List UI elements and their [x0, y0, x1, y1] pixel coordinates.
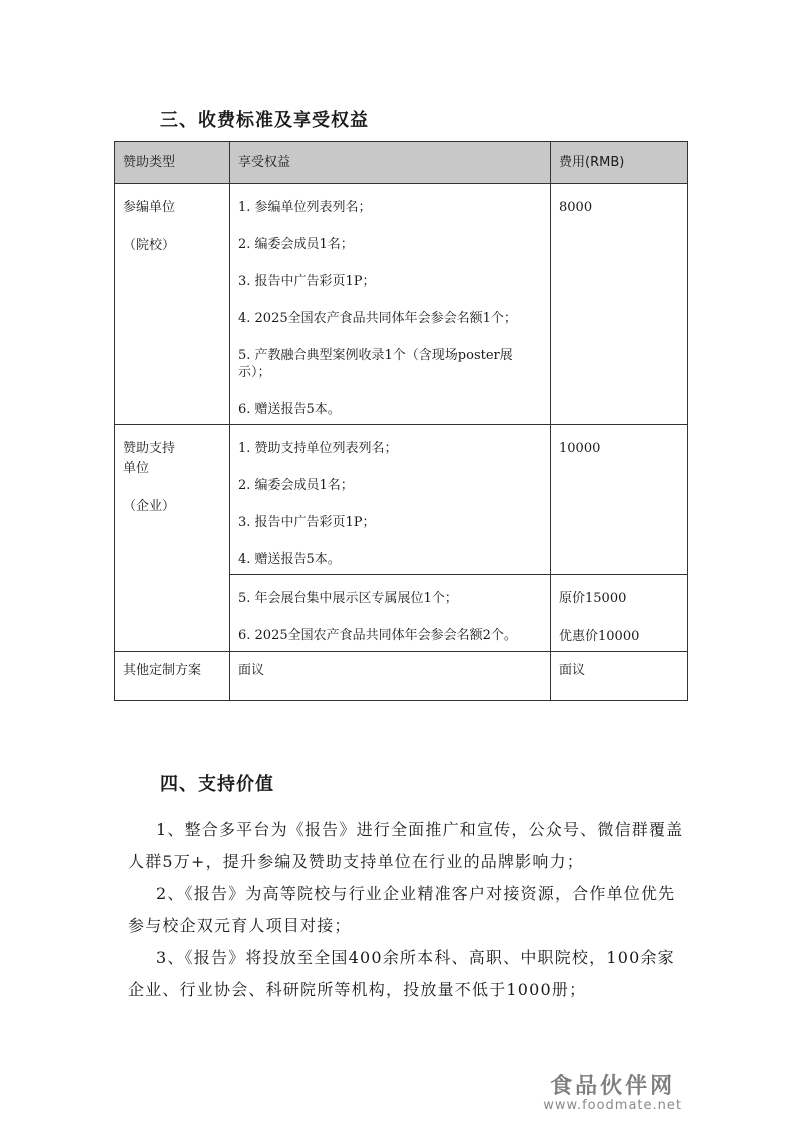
- benefit-item: 6. 2025全国农产食品共同体年会参会名额2个。: [238, 628, 517, 643]
- fee-value: 10000: [559, 441, 601, 456]
- cell-type-school: [115, 184, 230, 425]
- benefit-item: 2. 编委会成员1名；: [238, 478, 354, 493]
- watermark-name: 食品伙伴网: [550, 1074, 676, 1099]
- benefit-item: 2. 编委会成员1名；: [238, 237, 354, 252]
- cell-benefits-enterprise: [230, 425, 551, 575]
- cell-benefits-custom: [230, 652, 551, 701]
- value-paragraph-2: 2、《报告》为高等院校与行业企业精准客户对接资源，合作单位优先参与校企双元育人项目对接；: [128, 884, 676, 935]
- type-sublabel: （企业）: [123, 499, 176, 514]
- table-row-enterprise: [115, 425, 688, 575]
- type-label: 参编单位: [123, 200, 176, 215]
- cell-fee-school: [551, 184, 688, 425]
- type-label-cont: 单位: [123, 461, 150, 476]
- table-row-school: [115, 184, 688, 425]
- type-label: 其他定制方案: [123, 663, 202, 678]
- cell-type-enterprise: [115, 425, 230, 652]
- header-benefits: 享受权益: [230, 142, 551, 184]
- value-paragraph-1: 1、整合多平台为《报告》进行全面推广和宣传，公众号、微信群覆盖人群5万+，提升参编及赞助支持单位在行业的品牌影响力；: [128, 820, 684, 871]
- benefit-item: 3. 报告中广告彩页1P；: [238, 274, 376, 289]
- type-sublabel: （院校）: [123, 238, 176, 253]
- fee-original-price: 原价15000: [559, 591, 627, 606]
- watermark: [543, 1069, 682, 1113]
- cell-fee-custom: [551, 652, 688, 701]
- cell-benefits-school: [230, 184, 551, 425]
- benefit-item: 4. 2025全国农产食品共同体年会参会名额1个；: [238, 311, 517, 326]
- benefit-item: 5. 年会展台集中展示区专属展位1个；: [238, 591, 458, 606]
- section-heading-value: 四、支持价值: [160, 774, 274, 795]
- benefit-item: 1. 赞助支持单位列表列名；: [238, 441, 398, 456]
- benefit-item: 1. 参编单位列表列名；: [238, 200, 372, 215]
- value-paragraph-3: 3、《报告》将投放至全国400余所本科、高职、中职院校，100余家企业、行业协会、科研院所等机构，投放量不低于1000册；: [128, 948, 675, 999]
- table-row-custom: [115, 652, 688, 701]
- fee-discount-price: 优惠价10000: [559, 629, 640, 644]
- benefit-item: 3. 报告中广告彩页1P；: [238, 515, 376, 530]
- fee-value: 面议: [559, 663, 586, 678]
- section-heading-fees: 三、收费标准及享受权益: [160, 110, 369, 131]
- benefit-item: 4. 赠送报告5本。: [238, 552, 341, 567]
- benefit-item: 6. 赠送报告5本。: [238, 402, 341, 417]
- benefit-item: 面议: [238, 663, 265, 678]
- cell-type-custom: [115, 652, 230, 701]
- fee-table: [114, 141, 688, 701]
- cell-fee-enterprise: [551, 425, 688, 575]
- fee-value: 8000: [559, 200, 593, 215]
- header-sponsor-type: 赞助类型: [115, 142, 230, 184]
- table-header-row: [115, 142, 688, 184]
- type-label: 赞助支持: [123, 441, 176, 456]
- cell-fee-enterprise-extra: [551, 575, 688, 652]
- benefit-item: 5. 产教融合典型案例收录1个（含现场poster展示）；: [238, 348, 513, 380]
- cell-benefits-enterprise-extra: [230, 575, 551, 652]
- header-fee: 费用(RMB): [551, 142, 688, 184]
- watermark-url: www.foodmate.net: [543, 1098, 682, 1113]
